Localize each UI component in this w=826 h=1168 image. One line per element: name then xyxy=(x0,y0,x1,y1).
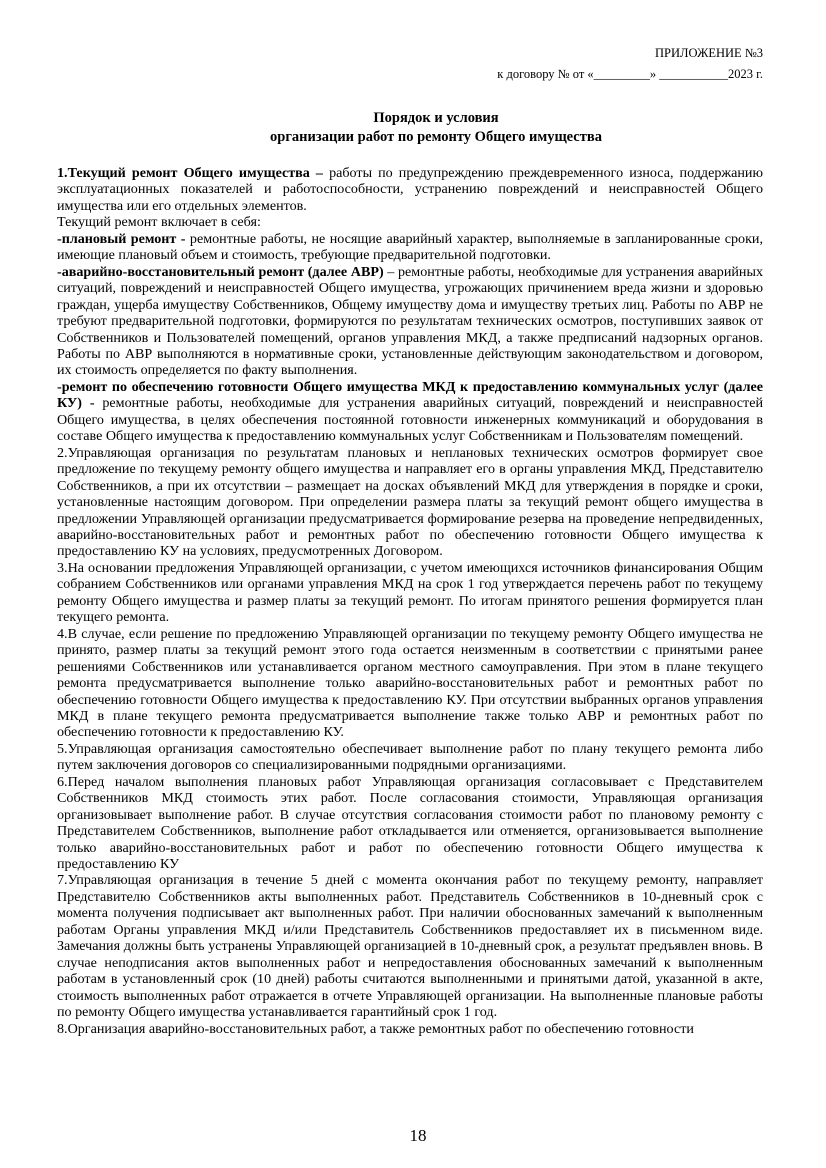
paragraph-text: 6.Перед началом выполнения плановых работ Управляющая организация согласовывает с Представителем Собственников МКД стоимость этих работ. После согласования стоимости, Управляющая организация организовывает выполнение работ. В случае отсутствия согласования стоимости работ по плановому ремонту с Представителем Собственников, выполнение работ откладывается или отменяется, организовывается выполнение только аварийно-восстановительных работ и работ по обеспечению готовности Общего имущества к предоставлению КУ xyxy=(57,773,763,873)
paragraph-2 xyxy=(57,445,763,560)
document-body xyxy=(57,165,763,1037)
paragraph-text: 7.Управляющая организация в течение 5 дней с момента окончания работ по текущему ремонту, направляет Представителю Собственников акты выполненных работ. Представитель Собственников в 10-дневный срок с момента получения подписывает акт выполненных работ. При наличии обоснованных замечаний к выполненным работам Органы управления МКД и/или Представитель Собственников предоставляет их в письменном виде. Замечания должны быть устранены Управляющей организацией в 10-дневный срок, а результат предъявлен вновь. В случае неподписания актов выполненных работ и непредоставления обоснованных замечаний к выполненным работам в установленный срок (10 дней) работы считаются выполненными и принятыми датой, указанной в акте, стоимость выполненных работ отражается в отчете Управляющей организации. На выполненные плановые работы по ремонту Общего имущества устанавливается гарантийный срок 1 год. xyxy=(57,872,763,1021)
paragraph-text: 5.Управляющая организация самостоятельно обеспечивает выполнение работ по плану текущего ремонта либо путем заключения договоров со специализированными подрядными организациями. xyxy=(57,740,763,774)
paragraph-includes xyxy=(57,214,763,230)
paragraph-1-definition xyxy=(57,165,763,214)
paragraph-text: 2.Управляющая организация по результатам плановых и неплановых технических осмотров формирует свое предложение по текущему ремонту общего имущества и направляет его в органы управления МКД, Представителю Собственников, а при их отсутствии – размещает на досках объявлений МКД для утверждения в порядке и сроки, установленные настоящим договором. При определении размера платы за текущий ремонт общего имущества в предложении Управляющей организации предусматривается формирование резерва на проведение непредвиденных, аварийно-восстановительных работ и ремонтных работ по обеспечению готовности Общего имущества к предоставлению КУ на условиях, предусмотренных Договором. xyxy=(57,444,763,560)
paragraph-text: Текущий ремонт включает в себя: xyxy=(57,214,261,231)
paragraph-lead: 1.Текущий ремонт Общего имущества – xyxy=(57,165,323,181)
paragraph-readiness-repair xyxy=(57,379,763,445)
paragraph-6 xyxy=(57,774,763,873)
appendix-label: ПРИЛОЖЕНИЕ №3 xyxy=(654,46,763,60)
page-number: 18 xyxy=(409,1126,427,1145)
paragraph-3 xyxy=(57,560,763,626)
paragraph-7 xyxy=(57,872,763,1020)
paragraph-planned-repair xyxy=(57,231,763,264)
paragraph-4 xyxy=(57,626,763,741)
document-subtitle: организации работ по ремонту Общего имущества xyxy=(270,129,602,145)
paragraph-text: работы по предупреждению преждевременного износа, поддержанию эксплуатационных показателей и работоспособности, устранению повреждений и неисправностей Общего имущества или его отдельных элементов. xyxy=(57,165,763,214)
paragraph-text: – ремонтные работы, необходимые для устранения аварийных ситуаций, повреждений и неисправностей Общего имущества, угрожающих причинением вреда жизни и здоровью граждан, ущерба имуществу Собственников, Общему имуществу дома и имуществу третьих лиц. Работы по АВР не требуют предварительной подготовки, формируются по результатам технических осмотров, поступивших заявок от Собственников и Пользователей помещений, органов управления МКД, а также предписаний надзорных органов. Работы по АВР выполняются в нормативные сроки, установленные действующим законодательством и договором, их стоимость определяется по факту выполнения. xyxy=(57,263,763,379)
document-title: Порядок и условия xyxy=(373,110,499,126)
paragraph-text: 4.В случае, если решение по предложению Управляющей организации по текущему ремонту Общего имущества не принято, размер платы за текущий ремонт этого года остается неизменным в соответствии с принятыми ранее решениями Собственников или устанавливается органом местного самоуправления. При этом в плане текущего ремонта предусматривается выполнение только аварийно-восстановительных работ и ремонтных работ по обеспечению готовности Общего имущества к предоставлению КУ. При отсутствии выбранных органов управления МКД в плане текущего ремонта предусматривается выполнение также только АВР и ремонтных работ по обеспечению готовности к предоставлению КУ. xyxy=(57,625,763,741)
contract-reference: к договору № от «_________» ___________2023 г. xyxy=(497,67,763,81)
paragraph-lead: -аварийно-восстановительный ремонт (далее АВР) xyxy=(57,263,384,280)
paragraph-text: 8.Организация аварийно-восстановительных работ, а также ремонтных работ по обеспечению готовности xyxy=(57,1020,694,1037)
paragraph-text: ремонтные работы, не носящие аварийный характер, выполняемые в запланированные сроки, имеющие плановый объем и стоимость, требующие предварительной подготовки. xyxy=(57,230,763,264)
paragraph-text: 3.На основании предложения Управляющей организации, с учетом имеющихся источников финансирования Общим собранием Собственников или органами управления МКД на срок 1 год утверждается перечень работ по текущему ремонту Общего имущества и размер платы за текущий ремонт. По итогам принятого решения формируется план текущего ремонта. xyxy=(57,559,763,626)
paragraph-emergency-repair xyxy=(57,264,763,379)
paragraph-8 xyxy=(57,1021,763,1037)
paragraph-5 xyxy=(57,741,763,774)
paragraph-lead: -ремонт по обеспечению готовности Общего имущества МКД к предоставлению коммунальных услуг (далее КУ) - xyxy=(57,378,763,412)
paragraph-lead: -плановый ремонт - xyxy=(57,230,186,247)
paragraph-text: ремонтные работы, необходимые для устранения аварийных ситуаций, повреждений и неисправностей Общего имущества, в целях обеспечения постоянной готовности инженерных коммуникаций и оборудования в составе Общего имущества к предоставлению коммунальных услуг Собственникам и Пользователям помещений. xyxy=(57,395,763,445)
